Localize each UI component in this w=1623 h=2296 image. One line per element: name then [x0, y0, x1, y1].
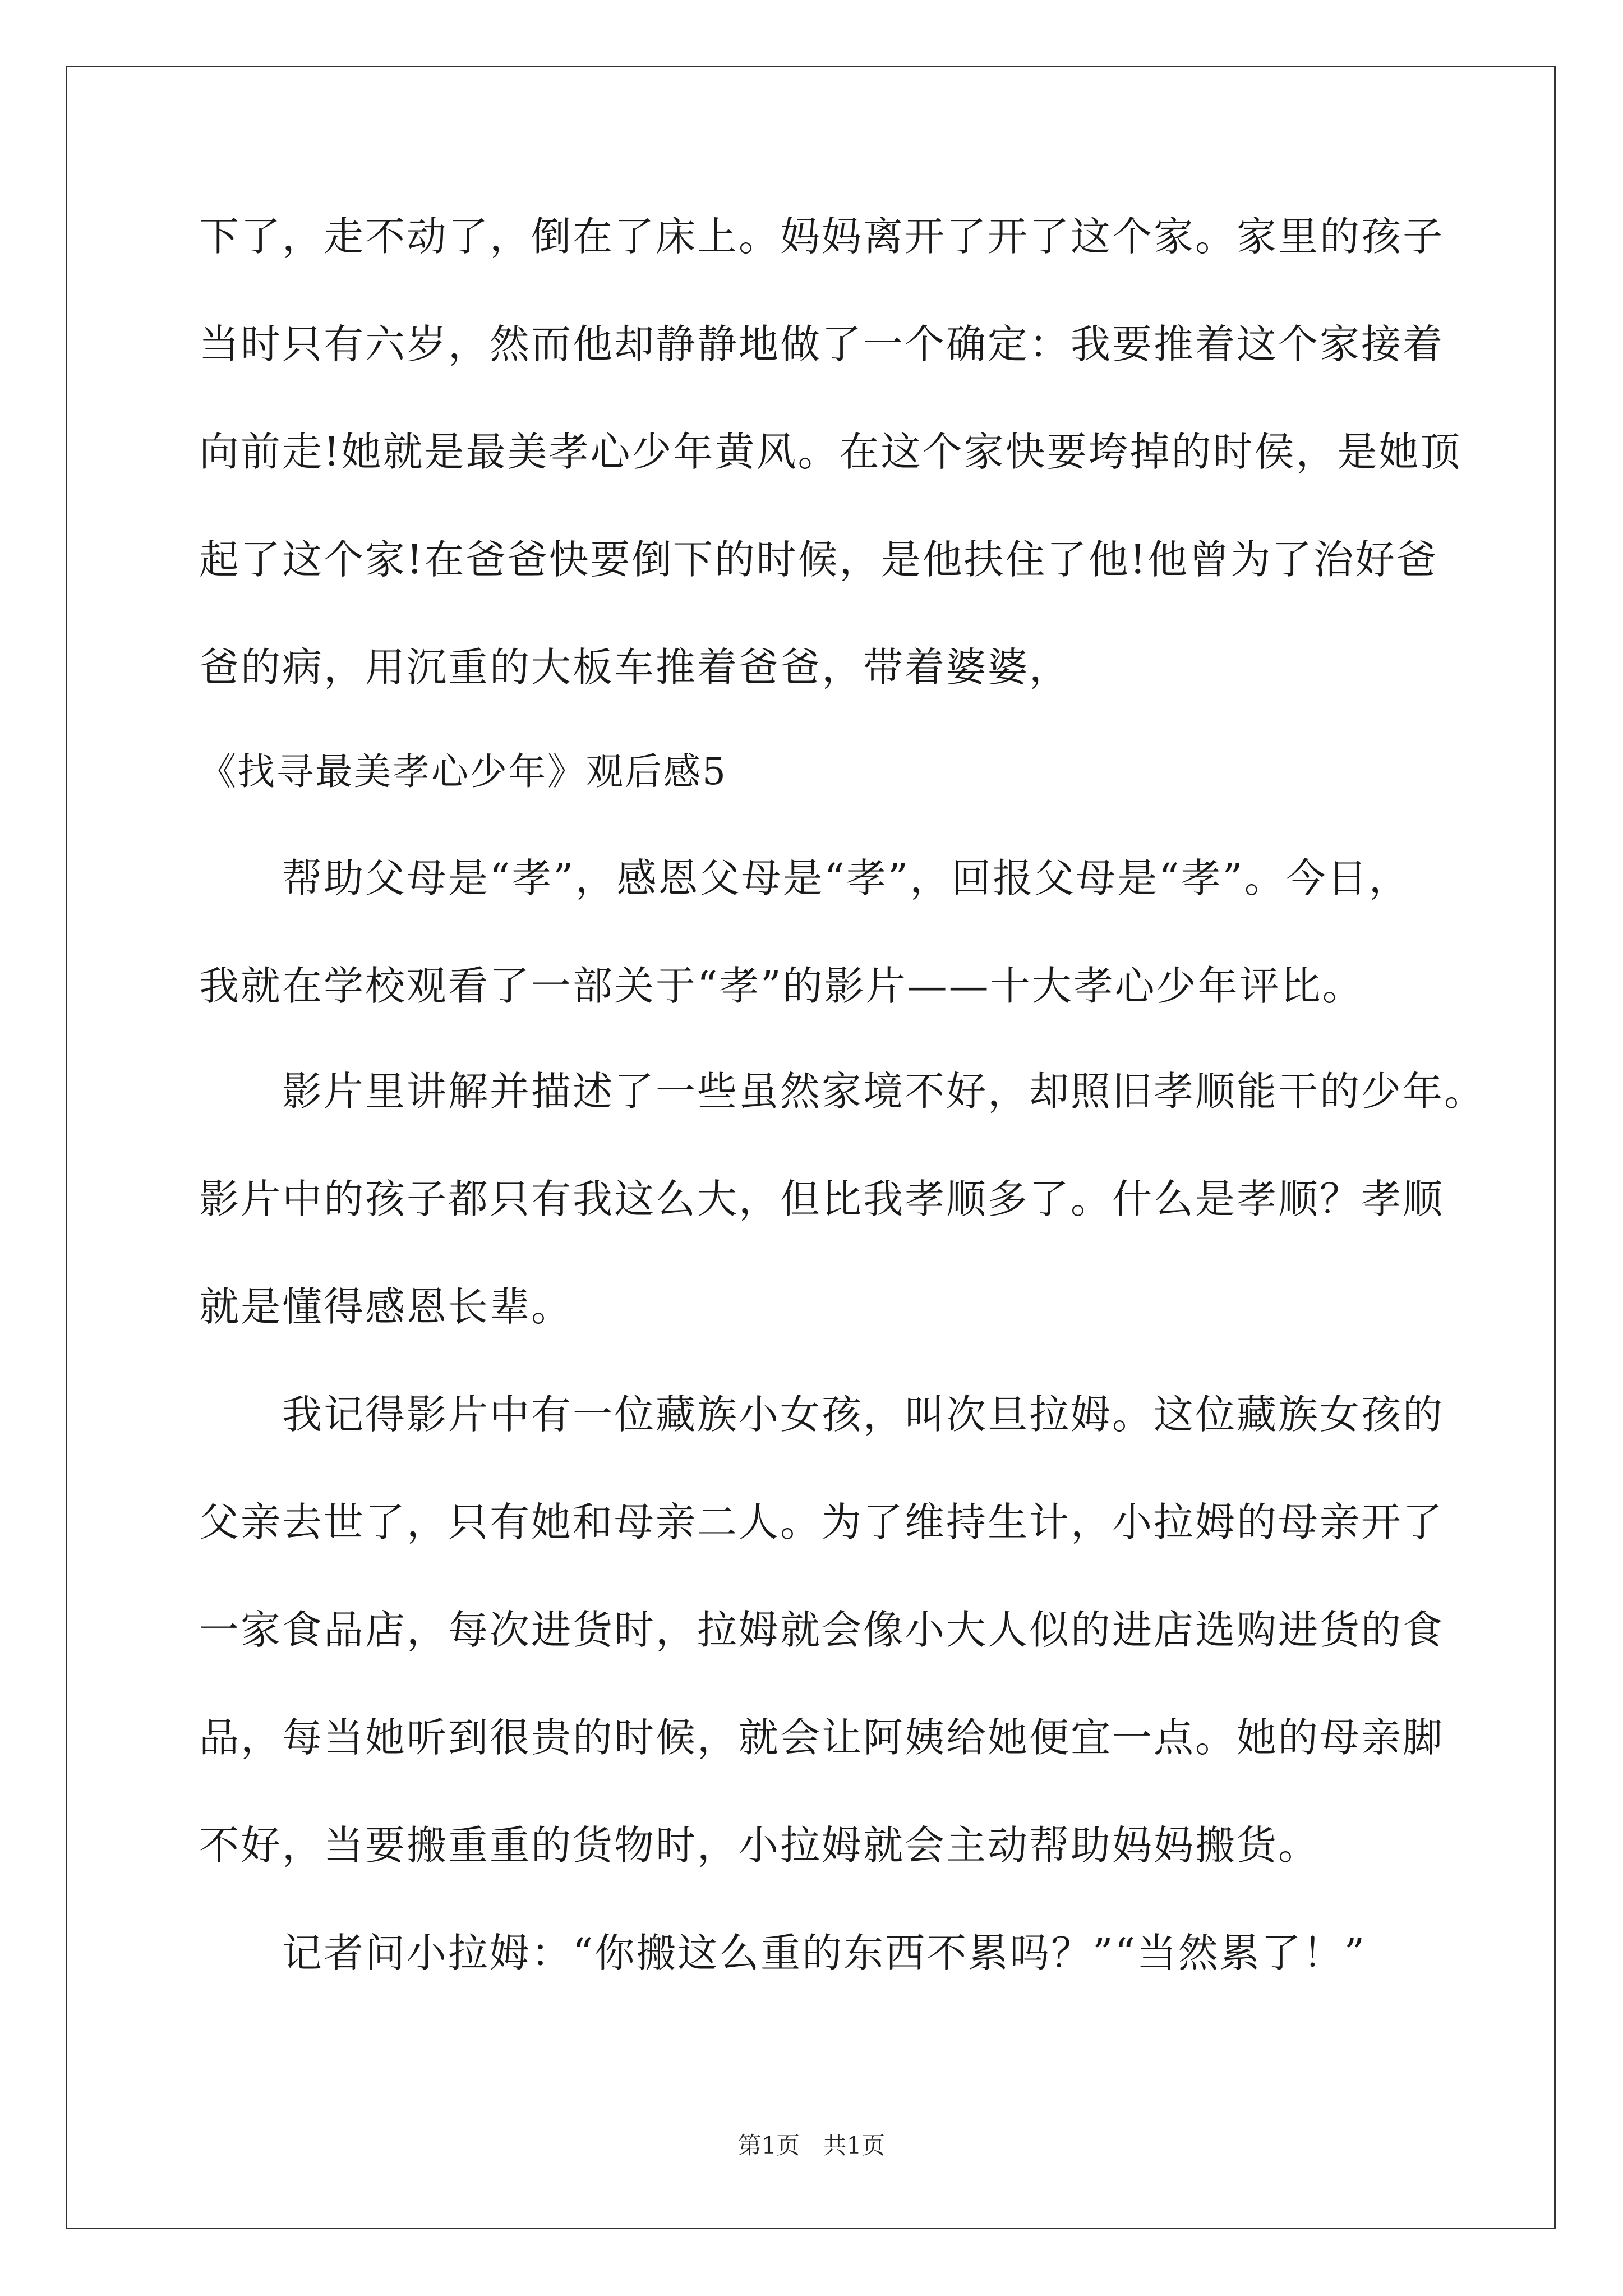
- section-heading: 《找寻最美孝心少年》观后感5: [199, 750, 727, 793]
- paragraph-line: 帮助父母是“孝”，感恩父母是“孝”，回报父母是“孝”。今日，: [282, 855, 1410, 901]
- paragraph-line: 品，每当她听到很贵的时候，就会让阿姨给她便宜一点。她的母亲脚: [199, 1714, 1445, 1761]
- text-line: 下了，走不动了，倒在了床上。妈妈离开了开了这个家。家里的孩子: [199, 213, 1445, 260]
- text-line: 起了这个家!在爸爸快要倒下的时候，是他扶住了他!他曾为了治好爸: [199, 536, 1438, 583]
- page-footer: [0, 2132, 1623, 2160]
- paragraph-line: 一家食品店，每次进货时，拉姆就会像小大人似的进店选购进货的食: [199, 1607, 1445, 1653]
- text-line: 当时只有六岁，然而他却静静地做了一个确定：我要推着这个家接着: [199, 321, 1445, 367]
- text-line: 向前走!她就是最美孝心少年黄风。在这个家快要垮掉的时侯，是她顶: [199, 429, 1462, 475]
- page-border: [66, 66, 1556, 2229]
- paragraph-line: 影片里讲解并描述了一些虽然家境不好，却照旧孝顺能干的少年。: [282, 1068, 1486, 1115]
- paragraph-line: 影片中的孩子都只有我这么大，但比我孝顺多了。什么是孝顺？孝顺: [199, 1176, 1445, 1222]
- text-line: 爸的病，用沉重的大板车推着爸爸，带着婆婆，: [199, 644, 1071, 691]
- paragraph-line: 父亲去世了，只有她和母亲二人。为了维持生计，小拉姆的母亲开了: [199, 1499, 1445, 1545]
- paragraph-line: 我就在学校观看了一部关于“孝”的影片——十大孝心少年评比。: [199, 963, 1364, 1009]
- page-total: 共1页: [823, 2132, 886, 2159]
- paragraph-line: 就是懂得感恩长辈。: [199, 1283, 573, 1330]
- paragraph-line: 记者问小拉姆：“你搬这么重的东西不累吗？”“当然累了！”: [282, 1930, 1367, 1976]
- paragraph-line: 我记得影片中有一位藏族小女孩，叫次旦拉姆。这位藏族女孩的: [282, 1391, 1445, 1438]
- page-number: 第1页: [737, 2132, 800, 2159]
- paragraph-line: 不好，当要搬重重的货物时，小拉姆就会主动帮助妈妈搬货。: [199, 1822, 1320, 1869]
